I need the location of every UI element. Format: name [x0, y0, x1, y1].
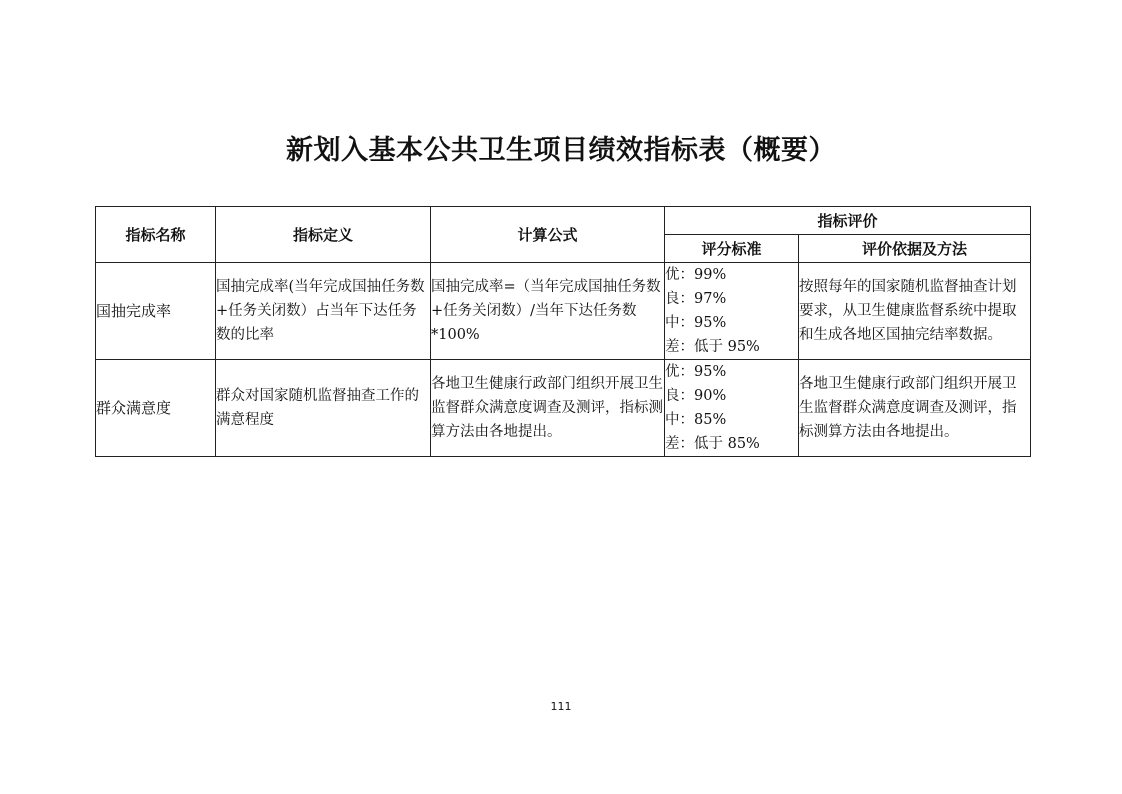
scoring-standard-cell — [665, 360, 799, 457]
scoring-good: 良：90% — [665, 388, 727, 404]
header-evaluation: 指标评价 — [665, 207, 1031, 235]
indicator-name-cell: 群众满意度 — [96, 360, 216, 457]
indicator-name-cell: 国抽完成率 — [96, 263, 216, 360]
header-scoring-standard: 评分标准 — [665, 235, 799, 263]
table-row — [96, 360, 1031, 457]
scoring-standard-cell — [665, 263, 799, 360]
definition-text: 国抽完成率(当年完成国抽任务数+任务关闭数）占当年下达任务数的比率 — [216, 279, 425, 343]
evaluation-basis-cell — [799, 263, 1031, 360]
header-indicator-name: 指标名称 — [96, 207, 216, 263]
document-title: 新划入基本公共卫生项目绩效指标表（概要） — [286, 135, 836, 166]
header-formula: 计算公式 — [431, 207, 665, 263]
evaluation-basis-cell — [799, 360, 1031, 457]
scoring-excellent: 优：99% — [665, 267, 727, 283]
formula-text: 各地卫生健康行政部门组织开展卫生监督群众满意度调查及测评，指标测算方法由各地提出。 — [431, 376, 663, 440]
formula-cell — [431, 263, 665, 360]
scoring-good: 良：97% — [665, 291, 727, 307]
formula-text: 国抽完成率=（当年完成国抽任务数+任务关闭数）/当年下达任务数*100% — [431, 279, 661, 343]
scoring-medium: 中：85% — [665, 412, 727, 428]
indicator-definition-cell — [216, 360, 431, 457]
performance-indicator-table — [95, 206, 1031, 457]
formula-cell — [431, 360, 665, 457]
basis-text: 按照每年的国家随机监督抽查计划要求，从卫生健康监督系统中提取和生成各地区国抽完结率数据。 — [799, 279, 1017, 343]
scoring-excellent: 优：95% — [665, 364, 727, 380]
scoring-poor: 差：低于 85% — [665, 436, 760, 452]
scoring-poor: 差：低于 95% — [665, 339, 760, 355]
header-evaluation-basis: 评价依据及方法 — [799, 235, 1031, 263]
table-header-row — [96, 207, 1031, 235]
table-row — [96, 263, 1031, 360]
definition-text: 群众对国家随机监督抽查工作的满意程度 — [216, 388, 419, 428]
indicator-definition-cell — [216, 263, 431, 360]
page-number: 111 — [550, 700, 572, 713]
basis-text: 各地卫生健康行政部门组织开展卫生监督群众满意度调查及测评，指标测算方法由各地提出。 — [799, 376, 1017, 440]
scoring-medium: 中：95% — [665, 315, 727, 331]
header-indicator-definition: 指标定义 — [216, 207, 431, 263]
